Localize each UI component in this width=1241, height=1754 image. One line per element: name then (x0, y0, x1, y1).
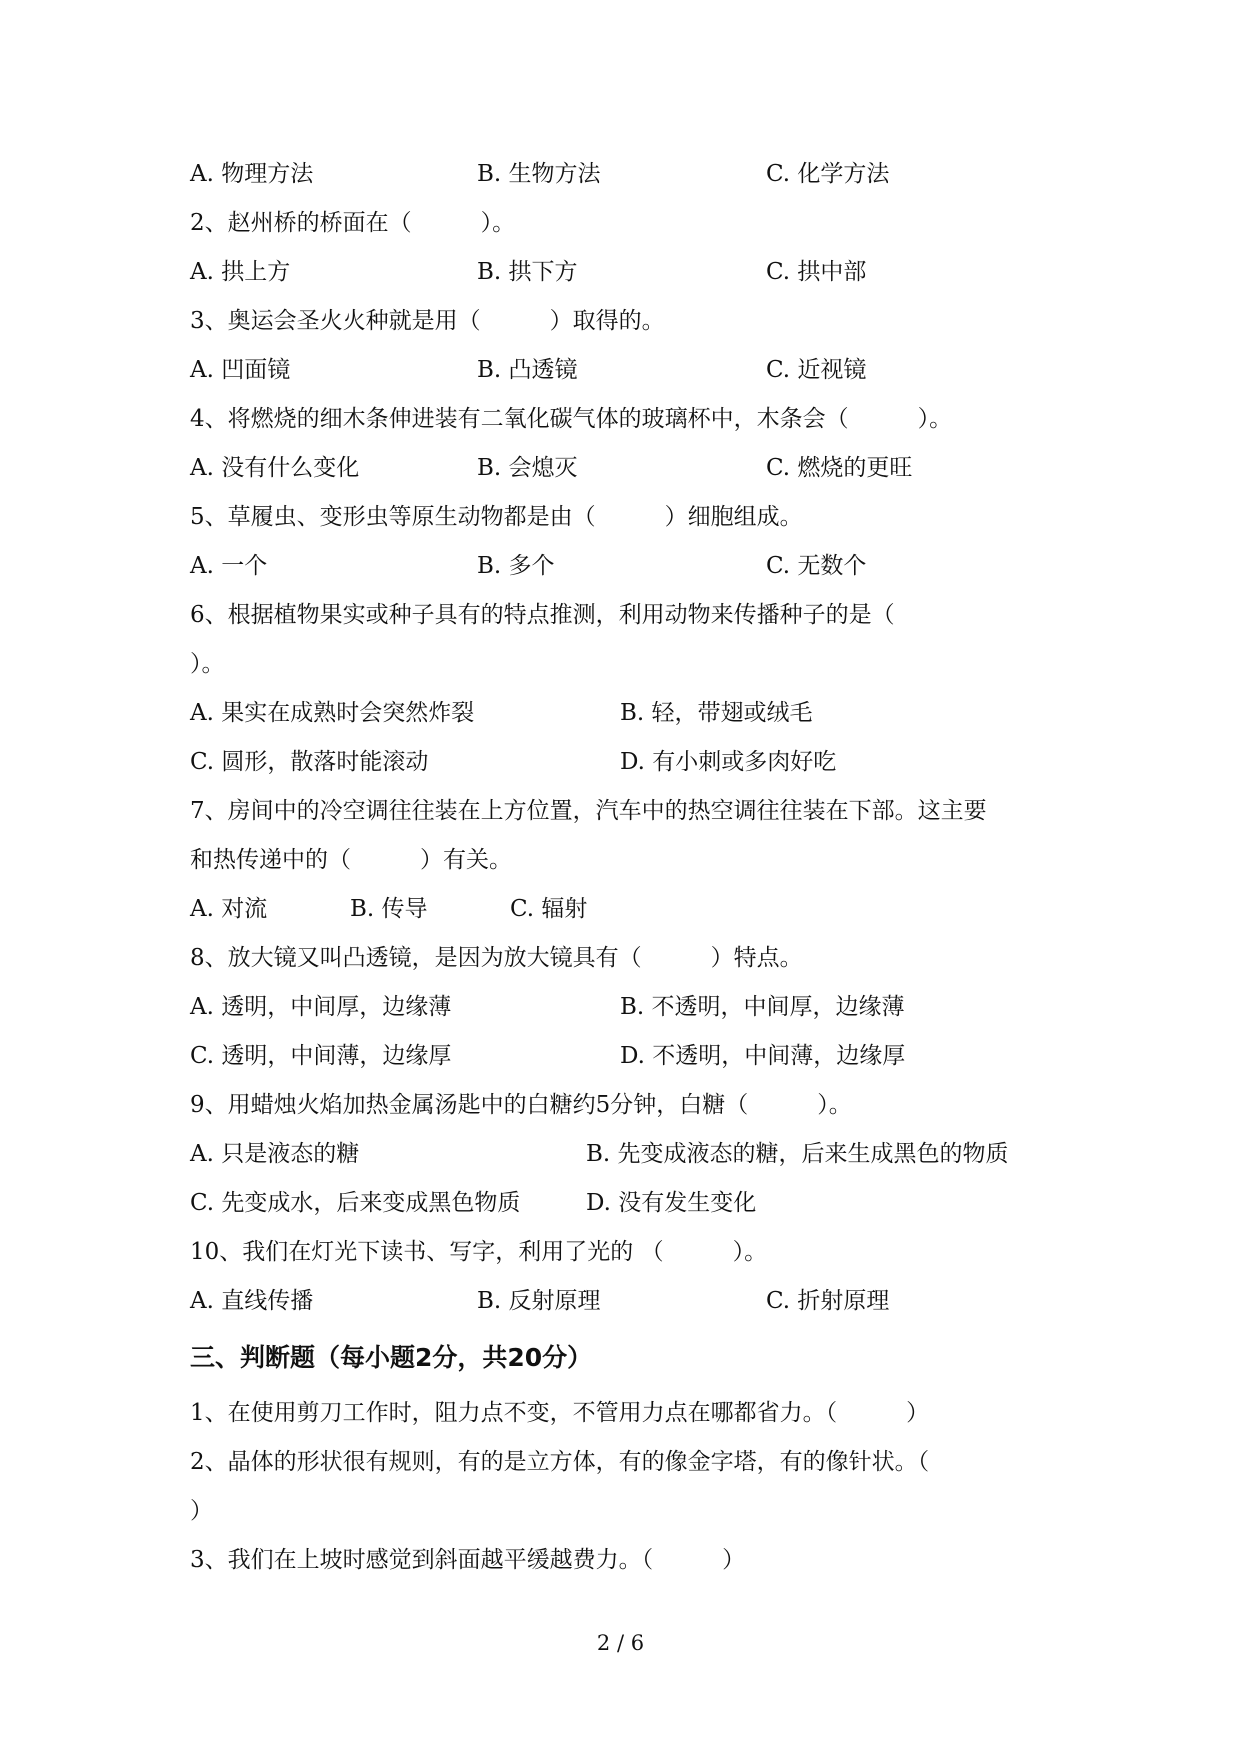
q2-option-a: A. 拱上方 (190, 259, 291, 285)
q6-option-a: A. 果实在成熟时会突然炸裂 (190, 700, 475, 726)
q1-option-b: B. 生物方法 (477, 161, 601, 187)
q4-option-c: C. 燃烧的更旺 (766, 455, 913, 481)
q8-stem: 8、放大镜又叫凸透镜，是因为放大镜具有（ ）特点。 (190, 945, 803, 971)
q10-option-a: A. 直线传播 (190, 1288, 314, 1314)
q4-option-b: B. 会熄灭 (477, 455, 578, 481)
q5-option-c: C. 无数个 (766, 553, 867, 579)
q7-stem-line1: 7、房间中的冷空调往往装在上方位置，汽车中的热空调往往装在下部。这主要 (190, 798, 987, 824)
judge-item-2-line2: ） (190, 1498, 213, 1524)
q8-option-c: C. 透明，中间薄，边缘厚 (190, 1043, 452, 1069)
page-number: 2 / 6 (596, 1631, 645, 1655)
judge-item-2-line1: 2、晶体的形状很有规则，有的是立方体，有的像金字塔，有的像针状。（ (190, 1449, 930, 1475)
q10-option-b: B. 反射原理 (477, 1288, 601, 1314)
q6-option-c: C. 圆形，散落时能滚动 (190, 749, 429, 775)
q9-option-b: B. 先变成液态的糖，后来生成黑色的物质 (586, 1141, 1009, 1167)
q3-option-a: A. 凹面镜 (190, 357, 291, 383)
q7-option-a: A. 对流 (190, 896, 268, 922)
q9-stem: 9、用蜡烛火焰加热金属汤匙中的白糖约5分钟，白糖（ ）。 (190, 1092, 852, 1118)
q7-option-b: B. 传导 (350, 896, 428, 922)
q10-stem: 10、我们在灯光下读书、写字，利用了光的 （ ）。 (190, 1239, 768, 1265)
q1-option-a: A. 物理方法 (190, 161, 314, 187)
q6-stem-line2: ）。 (190, 651, 225, 677)
q7-stem-line2: 和热传递中的（ ）有关。 (190, 847, 512, 873)
q5-option-a: A. 一个 (190, 553, 268, 579)
q6-stem-line1: 6、根据植物果实或种子具有的特点推测，利用动物来传播种子的是（ (190, 602, 895, 628)
q10-option-c: C. 折射原理 (766, 1288, 890, 1314)
q6-option-d: D. 有小刺或多肉好吃 (620, 749, 837, 775)
q4-option-a: A. 没有什么变化 (190, 455, 360, 481)
q6-option-b: B. 轻，带翅或绒毛 (620, 700, 813, 726)
q3-option-c: C. 近视镜 (766, 357, 867, 383)
q2-option-c: C. 拱中部 (766, 259, 867, 285)
section-3-title: 三、判断题（每小题2分，共20分） (190, 1343, 593, 1372)
q8-option-b: B. 不透明，中间厚，边缘薄 (620, 994, 905, 1020)
q4-stem: 4、将燃烧的细木条伸进装有二氧化碳气体的玻璃杯中，木条会（ ）。 (190, 406, 953, 432)
q2-option-b: B. 拱下方 (477, 259, 578, 285)
q8-option-a: A. 透明，中间厚，边缘薄 (190, 994, 452, 1020)
judge-item-1: 1、在使用剪刀工作时，阻力点不变，不管用力点在哪都省力。（ ） (190, 1400, 930, 1426)
q1-option-c: C. 化学方法 (766, 161, 890, 187)
q3-stem: 3、奥运会圣火火种就是用（ ）取得的。 (190, 308, 665, 334)
q9-option-d: D. 没有发生变化 (586, 1190, 757, 1216)
q9-option-c: C. 先变成水，后来变成黑色物质 (190, 1190, 521, 1216)
q8-option-d: D. 不透明，中间薄，边缘厚 (620, 1043, 906, 1069)
q5-option-b: B. 多个 (477, 553, 555, 579)
judge-item-3: 3、我们在上坡时感觉到斜面越平缓越费力。（ ） (190, 1547, 746, 1573)
q5-stem: 5、草履虫、变形虫等原生动物都是由（ ）细胞组成。 (190, 504, 803, 530)
q7-option-c: C. 辐射 (510, 896, 588, 922)
q3-option-b: B. 凸透镜 (477, 357, 578, 383)
q2-stem: 2、赵州桥的桥面在（ ）。 (190, 210, 516, 236)
q9-option-a: A. 只是液态的糖 (190, 1141, 360, 1167)
